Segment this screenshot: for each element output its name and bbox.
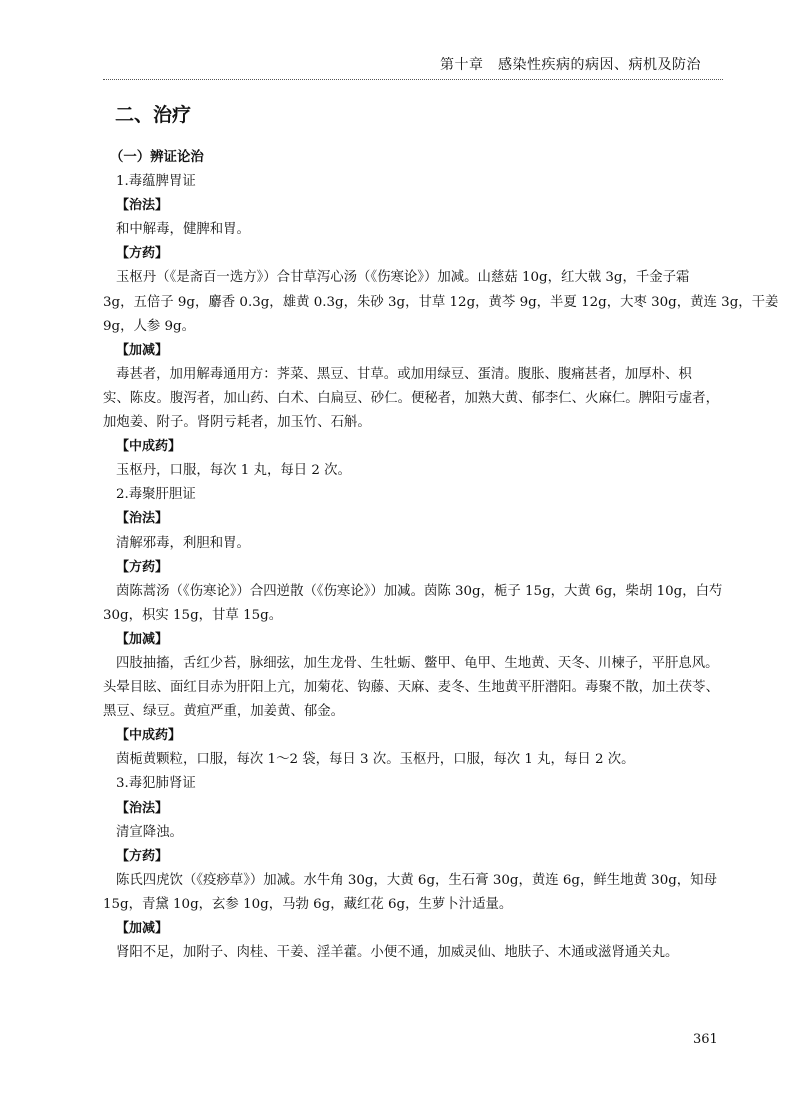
syndrome-title: 3.毒犯肺肾证 <box>116 776 196 792</box>
zhongchengyao-text: 玉枢丹，口服，每次 1 丸，每日 2 次。 <box>116 463 351 479</box>
label-zhifa: 【治法】 <box>116 800 169 816</box>
fangyao-line: 茵陈蒿汤（《伤寒论》）合四逆散（《伤寒论》）加减。茵陈 30g，栀子 15g，大黄 6g，柴胡 10g，白芍 <box>116 583 723 599</box>
fangyao-line: 9g，人参 9g。 <box>103 318 196 334</box>
body-text <box>103 146 779 965</box>
jiajian-line: 毒甚者，加用解毒通用方：荠菜、黑豆、甘草。或加用绿豆、蛋清。腹胀、腹痛甚者，加厚朴、枳 <box>116 366 692 382</box>
label-zhongchengyao: 【中成药】 <box>116 439 182 455</box>
chapter-title: 第十章 感染性疾病的病因、病机及防治 <box>440 57 701 73</box>
zhifa-text: 清解邪毒，利胆和胃。 <box>116 535 250 551</box>
page-number: 361 <box>693 1032 718 1047</box>
syndrome-title: 2.毒聚肝胆证 <box>116 487 196 503</box>
label-zhongchengyao: 【中成药】 <box>116 728 182 744</box>
fangyao-line: 30g，枳实 15g，甘草 15g。 <box>103 607 283 623</box>
zhifa-text: 清宣降浊。 <box>116 824 183 840</box>
jiajian-line: 肾阳不足，加附子、肉桂、干姜、淫羊藿。小便不通，加威灵仙、地肤子、木通或滋肾通关丸。 <box>116 945 679 961</box>
zhongchengyao-text: 茵栀黄颗粒，口服，每次 1～2 袋，每日 3 次。玉枢丹，口服，每次 1 丸，每日 2 次。 <box>116 752 635 768</box>
jiajian-line: 头晕目眩、面红目赤为肝阳上亢，加菊花、钩藤、天麻、麦冬、生地黄平肝潜阳。毒聚不散，加土茯苓、 <box>103 680 719 696</box>
fangyao-line: 15g，青黛 10g，玄参 10g，马勃 6g，藏红花 6g，生萝卜汁适量。 <box>103 896 513 912</box>
subsection-title: （一）辨证论治 <box>110 150 204 165</box>
fangyao-line: 玉枢丹（《是斋百一选方》）合甘草泻心汤（《伤寒论》）加减。山慈菇 10g，红大戟 3g，千金子霜 <box>116 270 690 286</box>
syndrome-title: 1.毒蕴脾胃证 <box>116 174 196 190</box>
running-header <box>103 50 723 80</box>
fangyao-line: 3g，五倍子 9g，麝香 0.3g，雄黄 0.3g，朱砂 3g，甘草 12g，黄芩 9g，半夏 12g，大枣 30g，黄连 3g，干姜 <box>103 294 779 310</box>
label-zhifa: 【治法】 <box>116 198 169 214</box>
label-fangyao: 【方药】 <box>116 848 169 864</box>
section-title: 二、治疗 <box>115 104 192 126</box>
zhifa-text: 和中解毒，健脾和胃。 <box>116 222 250 238</box>
jiajian-line: 黑豆、绿豆。黄疸严重，加姜黄、郁金。 <box>103 704 345 720</box>
jiajian-line: 实、陈皮。腹泻者，加山药、白术、白扁豆、砂仁。便秘者，加熟大黄、郁李仁、火麻仁。脾阳亏虚者， <box>103 390 719 406</box>
fangyao-line: 陈氏四虎饮（《疫痧草》）加减。水牛角 30g，大黄 6g，生石膏 30g，黄连 6g，鲜生地黄 30g，知母 <box>116 872 717 888</box>
label-jiajian: 【加减】 <box>116 631 169 647</box>
label-zhifa: 【治法】 <box>116 511 169 527</box>
label-jiajian: 【加减】 <box>116 342 169 358</box>
header-divider <box>103 79 723 80</box>
label-jiajian: 【加减】 <box>116 921 169 936</box>
label-fangyao: 【方药】 <box>116 559 169 575</box>
jiajian-line: 加炮姜、附子。肾阴亏耗者，加玉竹、石斛。 <box>103 415 371 431</box>
label-fangyao: 【方药】 <box>116 246 169 262</box>
jiajian-line: 四肢抽搐，舌红少苔，脉细弦，加生龙骨、生牡蛎、鳖甲、龟甲、生地黄、天冬、川楝子，平肝息风。 <box>116 655 719 671</box>
